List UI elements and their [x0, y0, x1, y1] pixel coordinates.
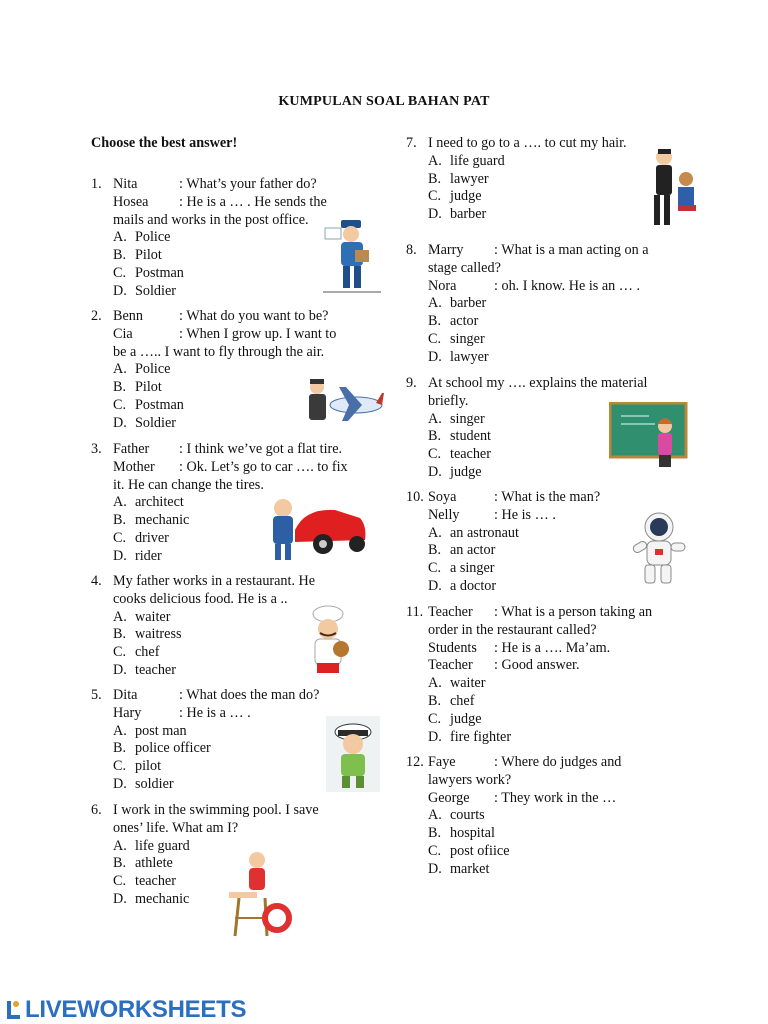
- option-letter: D.: [428, 348, 442, 365]
- option-text: teacher: [450, 446, 491, 463]
- barber-illustration: [648, 145, 700, 229]
- speaker-name: Nita: [113, 176, 138, 192]
- speaker-name: Mother: [113, 458, 155, 475]
- option-letter: B.: [428, 428, 442, 445]
- question-text: : He is a … . He sends the: [179, 193, 327, 210]
- question-text: : Where do judges and: [494, 754, 622, 770]
- option-letter: A.: [113, 608, 127, 625]
- question-text: lawyers work?: [428, 771, 512, 788]
- option-text: waiter: [135, 608, 171, 625]
- option-letter: B.: [428, 313, 442, 330]
- option-text: Police: [135, 229, 171, 246]
- question-number: 5.: [91, 687, 102, 703]
- option-text: lawyer: [450, 170, 489, 187]
- police-illustration: [326, 716, 380, 792]
- option-letter: D.: [428, 463, 442, 480]
- option-letter: A.: [428, 807, 442, 824]
- option-text: Postman: [135, 396, 184, 413]
- option-letter: B.: [428, 170, 442, 187]
- question-text: stage called?: [428, 259, 501, 276]
- question-text: At school my …. explains the material: [428, 375, 648, 391]
- option-letter: A.: [428, 410, 442, 427]
- option-text: life guard: [450, 152, 505, 169]
- question-text: : What’s your father do?: [179, 176, 317, 192]
- speaker-name: Dita: [113, 687, 138, 703]
- option-text: mechanic: [135, 890, 190, 907]
- option-text: life guard: [135, 837, 190, 854]
- option-letter: B.: [113, 855, 127, 872]
- option-letter: C.: [428, 446, 442, 463]
- option-letter: C.: [113, 644, 127, 661]
- option-text: teacher: [135, 873, 176, 890]
- option-text: Pilot: [135, 379, 162, 396]
- pilot-illustration: [304, 375, 384, 427]
- footer-brand: [6, 996, 246, 1024]
- speaker-name: Cia: [113, 325, 133, 342]
- option-text: teacher: [135, 661, 176, 678]
- option-letter: B.: [113, 247, 127, 264]
- question-text: : I think we’ve got a flat tire.: [179, 441, 343, 457]
- question-text: mails and works in the post office.: [113, 211, 309, 228]
- option-letter: D.: [428, 206, 442, 223]
- question-text: : What does the man do?: [179, 687, 320, 703]
- option-letter: D.: [113, 890, 127, 907]
- lifeguard-illustration: [225, 848, 293, 938]
- option-letter: A.: [113, 837, 127, 854]
- page-title: KUMPULAN SOAL BAHAN PAT: [278, 94, 490, 109]
- option-text: chef: [135, 644, 160, 661]
- option-letter: B.: [113, 512, 127, 529]
- question-text: : What is a man acting on a: [494, 242, 649, 258]
- option-text: singer: [450, 330, 485, 347]
- option-text: driver: [135, 529, 169, 546]
- question-number: 2.: [91, 308, 102, 324]
- option-text: waiter: [450, 675, 486, 692]
- option-letter: D.: [428, 860, 442, 877]
- astronaut-illustration: [623, 505, 689, 587]
- speaker-name: Faye: [428, 754, 456, 770]
- option-text: chef: [450, 692, 475, 709]
- option-text: Postman: [135, 264, 184, 281]
- question-number: 7.: [406, 135, 417, 151]
- question-text: : They work in the …: [494, 789, 617, 806]
- option-text: Soldier: [135, 414, 176, 431]
- option-text: soldier: [135, 775, 174, 792]
- question-text: be a ….. I want to fly through the air.: [113, 343, 325, 360]
- question-number: 3.: [91, 441, 102, 457]
- option-text: waitress: [135, 626, 182, 643]
- option-text: judge: [450, 710, 482, 727]
- option-text: barber: [450, 295, 487, 312]
- liveworksheets-logo-icon: [6, 999, 22, 1021]
- option-letter: D.: [428, 577, 442, 594]
- question-text: : What do you want to be?: [179, 308, 329, 324]
- option-letter: C.: [113, 758, 127, 775]
- question-text: briefly.: [428, 392, 469, 409]
- option-text: a singer: [450, 560, 495, 577]
- question-text: it. He can change the tires.: [113, 476, 264, 493]
- question-text: order in the restaurant called?: [428, 621, 597, 638]
- option-letter: A.: [113, 494, 127, 511]
- option-letter: C.: [428, 560, 442, 577]
- teacher-illustration: [609, 402, 689, 468]
- speaker-name: Hary: [113, 704, 142, 721]
- speaker-name: Hosea: [113, 193, 149, 210]
- question-text: : When I grow up. I want to: [179, 325, 337, 342]
- question-text: : He is a …. Ma’am.: [494, 639, 611, 656]
- option-letter: C.: [113, 529, 127, 546]
- speaker-name: Father: [113, 441, 150, 457]
- option-text: judge: [450, 463, 482, 480]
- option-letter: C.: [113, 396, 127, 413]
- speaker-name: Benn: [113, 308, 143, 324]
- option-text: singer: [450, 410, 485, 427]
- speaker-name: Nelly: [428, 506, 460, 523]
- option-letter: C.: [428, 842, 442, 859]
- option-letter: A.: [113, 722, 127, 739]
- option-text: mechanic: [135, 512, 190, 529]
- question-text: I need to go to a …. to cut my hair.: [428, 135, 627, 151]
- option-letter: D.: [113, 661, 127, 678]
- option-text: actor: [450, 313, 479, 330]
- question-number: 4.: [91, 573, 102, 589]
- footer-text: LIVEWORKSHEETS: [25, 996, 247, 1023]
- option-text: judge: [450, 188, 482, 205]
- option-letter: B.: [428, 542, 442, 559]
- option-letter: A.: [428, 152, 442, 169]
- option-letter: D.: [113, 282, 127, 299]
- option-letter: D.: [428, 728, 442, 745]
- question-number: 11.: [406, 604, 424, 620]
- option-text: Police: [135, 361, 171, 378]
- instruction-text: Choose the best answer!: [91, 135, 238, 151]
- question-text: : oh. I know. He is an … .: [494, 277, 641, 294]
- option-text: rider: [135, 547, 162, 564]
- option-letter: D.: [113, 547, 127, 564]
- option-text: architect: [135, 494, 184, 511]
- option-text: barber: [450, 206, 487, 223]
- question-text: : What is a person taking an: [494, 604, 653, 620]
- option-letter: A.: [428, 524, 442, 541]
- speaker-name: George: [428, 789, 470, 806]
- option-letter: B.: [428, 825, 442, 842]
- question-text: cooks delicious food. He is a ..: [113, 590, 288, 607]
- question-text: : Ok. Let’s go to car …. to fix: [179, 458, 348, 475]
- option-letter: B.: [113, 379, 127, 396]
- option-text: market: [450, 860, 490, 877]
- option-letter: C.: [428, 330, 442, 347]
- speaker-name: Teacher: [428, 604, 473, 620]
- option-letter: D.: [113, 414, 127, 431]
- option-letter: B.: [113, 740, 127, 757]
- option-text: hospital: [450, 825, 495, 842]
- speaker-name: Soya: [428, 489, 457, 505]
- question-text: ones’ life. What am I?: [113, 819, 239, 836]
- postman-illustration: [323, 214, 381, 294]
- question-text: : Good answer.: [494, 657, 580, 674]
- option-letter: C.: [428, 710, 442, 727]
- mechanic-illustration: [265, 490, 367, 562]
- option-text: lawyer: [450, 348, 489, 365]
- question-text: I work in the swimming pool. I save: [113, 802, 319, 818]
- option-letter: B.: [428, 692, 442, 709]
- option-text: courts: [450, 807, 485, 824]
- question-number: 12.: [406, 754, 424, 770]
- option-text: post ofiice: [450, 842, 510, 859]
- option-text: pilot: [135, 758, 162, 775]
- option-text: an actor: [450, 542, 496, 559]
- question-text: My father works in a restaurant. He: [113, 573, 316, 589]
- speaker-name: Marry: [428, 242, 464, 258]
- question-text: : He is … .: [494, 506, 556, 523]
- question-number: 9.: [406, 375, 417, 391]
- option-letter: A.: [428, 675, 442, 692]
- option-letter: A.: [428, 295, 442, 312]
- question-number: 1.: [91, 176, 102, 192]
- speaker-name: Students: [428, 639, 477, 656]
- option-text: Soldier: [135, 282, 176, 299]
- option-letter: B.: [113, 626, 127, 643]
- option-text: Pilot: [135, 247, 162, 264]
- question-number: 6.: [91, 802, 102, 818]
- option-text: fire fighter: [450, 728, 512, 745]
- option-text: athlete: [135, 855, 173, 872]
- option-text: police officer: [135, 740, 211, 757]
- option-text: an astronaut: [450, 524, 519, 541]
- speaker-name: Nora: [428, 277, 457, 294]
- question-number: 10.: [406, 489, 424, 505]
- option-text: student: [450, 428, 491, 445]
- option-letter: C.: [113, 873, 127, 890]
- option-letter: C.: [428, 188, 442, 205]
- question-number: 8.: [406, 242, 417, 258]
- option-text: post man: [135, 722, 187, 739]
- question-text: : What is the man?: [494, 489, 601, 505]
- chef-illustration: [303, 605, 353, 675]
- option-letter: D.: [113, 775, 127, 792]
- option-letter: A.: [113, 229, 127, 246]
- option-text: a doctor: [450, 577, 497, 594]
- speaker-name: Teacher: [428, 657, 473, 674]
- option-letter: A.: [113, 361, 127, 378]
- question-text: : He is a … .: [179, 704, 251, 721]
- option-letter: C.: [113, 264, 127, 281]
